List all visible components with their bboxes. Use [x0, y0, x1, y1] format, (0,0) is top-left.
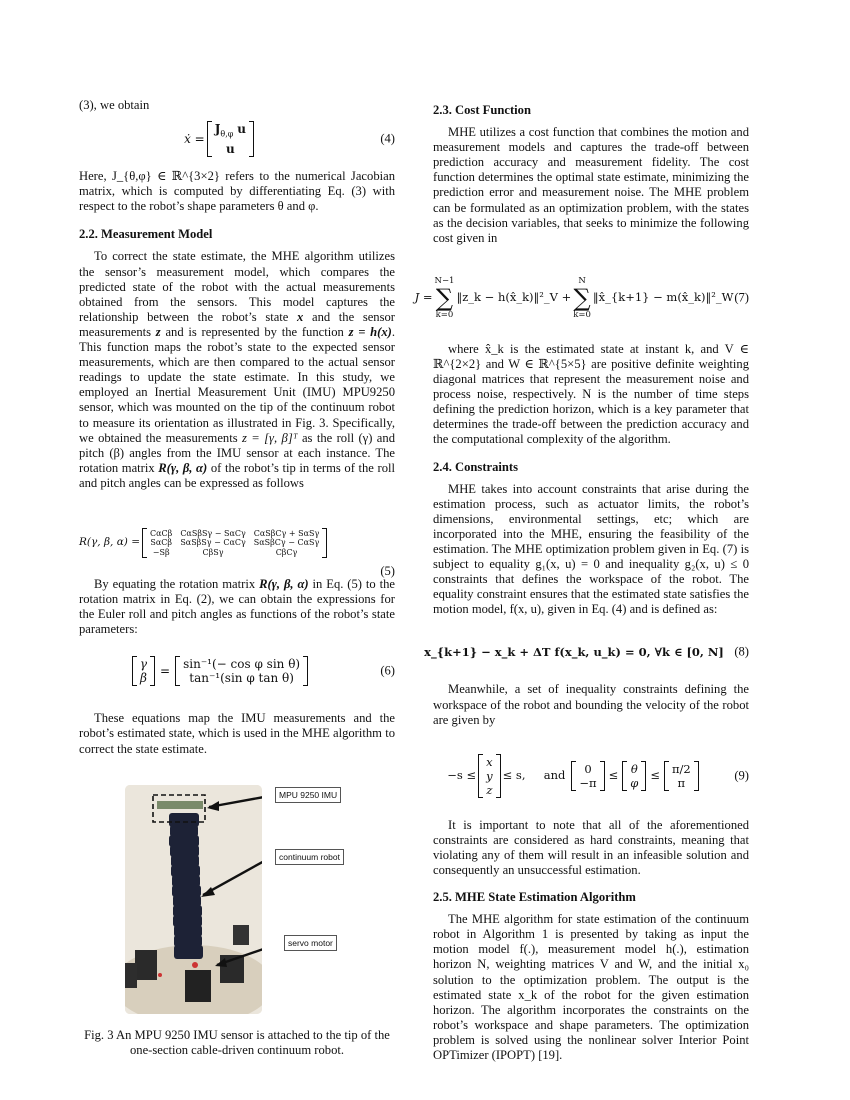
robot-callout-label: continuum robot [275, 849, 344, 865]
mapping-text: These equations map the IMU measurements and the robot’s estimated state, which is used in the MHE algorithm to correct the state estimate. [79, 711, 395, 756]
right-column [414, 103, 749, 1063]
section-2-5-heading: 2.5. MHE State Estimation Algorithm [433, 890, 636, 905]
equation-number: (8) [734, 644, 749, 659]
equation-4: ẋ = $J_{\theta,\varphi}$ u u (4) [184, 122, 395, 156]
imu-callout-label: MPU 9250 IMU [275, 787, 341, 803]
jacobian-text: Here, J_{θ,φ} ∈ ℝ^{3×2} refers to the numerical Jacobian matrix, which is computed by differentiating Eq. (3) with respect to the robot’s shape parameters θ and φ. [79, 169, 395, 214]
equation-8: x_{k+1} − x_k + ΔT f(x_k, u_k) = 0, ∀k ∈ [0, N] (8) [424, 644, 749, 659]
equation-6: γ β = sin⁻¹(− cos φ sin θ) tan⁻¹(sin φ tan θ) (6) [79, 643, 395, 699]
equation-number: (6) [380, 663, 395, 678]
servo-callout-label: servo motor [284, 935, 337, 951]
section-2-3-heading: 2.3. Cost Function [433, 103, 531, 117]
continuum-robot-illustration [125, 785, 262, 1014]
intro-text: (3), we obtain [79, 98, 150, 112]
equation-number: (9) [734, 768, 749, 783]
equation-number: (5) [380, 563, 395, 578]
left-column [79, 98, 395, 757]
constraints-text: MHE takes into account constraints that arise during the estimation process, such as actuator limits, the robot’s dimensions, environmental settings, etc; which are incorporated into the MHE, ensuring the feasibility of the estimation. The MHE optimization problem given in Eq. (7) is subject to equality g₁(x, u) = 0 and inequality g₂(x, u) ≤ 0 constraints that defines the workspace of the robot. The equality constraint ensures that the estimated state satisfies the motion model, f(x, u), given in Eq. (4) and is defined as: [433, 481, 749, 617]
hard-constraints-text: It is important to note that all of the aforementioned constraints are considered as hard constraints, meaning that violating any of them will result in an infeasible solution and consequently an unsuccessful estimation. [433, 817, 749, 877]
equation-5: R(γ, β, α) = CαCβ CαSβSγ − SαCγ CαSβCγ + SαSγ SαCβ SαSβSγ − CαCγ SαSβCγ − CαSγ −Sβ CβSγ CβCγ (5) [79, 528, 395, 578]
inequality-intro-text: Meanwhile, a set of inequality constraints defining the workspace of the robot and bounding the velocity of the robot are given by [433, 682, 749, 727]
section-2-2-heading: 2.2. Measurement Model [79, 227, 213, 242]
algorithm-text: The MHE algorithm for state estimation of the continuum robot in Algorithm 1 is presented by taking as input the motion model f(.), measurement model h(.), estimation horizon N, weighting matrices V and W, and the initial x₀ solution to the optimization problem. The output is the estimated state x_k of the robot for the given estimation horizon. The algorithm incorporates the constraints on the robot’s workspace and shape parameters. The optimization problem is solved using the nonlinear solver Interior Point OPTimizer (IPOPT) [19]. [433, 912, 749, 1063]
cost-function-text: MHE utilizes a cost function that combines the motion and measurement models and captures the trade-off between prediction accuracy and measurement fidelity. The cost function determines the optimal state estimate, minimizing the prediction error and measurement noise. The MHE problem can be formulated as an optimization problem, with the states as the decision variables, that seeks to minimize the following cost given in [433, 125, 749, 245]
figure-3-photo [125, 785, 262, 1014]
weighting-text: where x̂_k is the estimated state at instant k, and V ∈ ℝ^{2×2} and W ∈ ℝ^{5×5} are positive definite weighting diagonal matrices that represent the measurement noise and process noise, respectively. N is the number of time steps defining the prediction horizon, which is a key parameter that determines the trade-off between the prediction accuracy and the computational complexity of the algorithm. [433, 341, 749, 447]
equation-7: J = N−1 ∑ k=0 ‖z_k − h(x̂_k)‖²_V + N ∑ k=0 ‖x̂_{k+1} − m(x̂_k)‖²_W (7) [414, 275, 749, 320]
equation-9: −s ≤ x y z ≤ s, and 0 −π ≤ θ φ ≤ π/2 π (9) [447, 754, 749, 797]
equating-text: By equating the rotation matrix R(γ, β, α) in Eq. (5) to the rotation matrix in Eq. (2), we can obtain the expressions for the Euler roll and pitch angles as functions of the robot’s state parameters: [79, 576, 395, 637]
rotation-matrix: CαCβ CαSβSγ − SαCγ CαSβCγ + SαSγ SαCβ SαSβSγ − CαCγ SαSβCγ − CαSγ −Sβ CβSγ CβCγ [142, 528, 327, 559]
measurement-model-text: To correct the state estimate, the MHE algorithm utilizes the sensor’s measurement model, which compares the predicted state of the robot with the actual measurements obtained from the sensors. This model captures the relationship between the robot’s state x and the sensor measurements z and is represented by the function z = h(x). This function maps the robot’s state to the expected sensor measurements, which are then compared to the actual sensor readings to update the state estimate. In this study, we employed an Inertial Measurement Unit (IMU) MPU9250 sensor, which was mounted on the tip of the continuum robot to measure its orientation as illustrated in Fig. 3. Specifically, we obtained the measurements z = [γ, β]ᵀ as the roll (γ) and pitch (β) angles from the IMU sensor at each instance. The rotation matrix R(γ, β, α) of the robot’s tip in terms of the roll and pitch angles can be expressed as follows [79, 249, 395, 490]
section-2-4-heading: 2.4. Constraints [433, 459, 519, 474]
figure-3-caption: Fig. 3 An MPU 9250 IMU sensor is attached to the tip of the one-section cable-driven continuum robot. [84, 1028, 390, 1058]
equation-number: (4) [380, 131, 395, 146]
equation-number: (7) [734, 290, 749, 305]
